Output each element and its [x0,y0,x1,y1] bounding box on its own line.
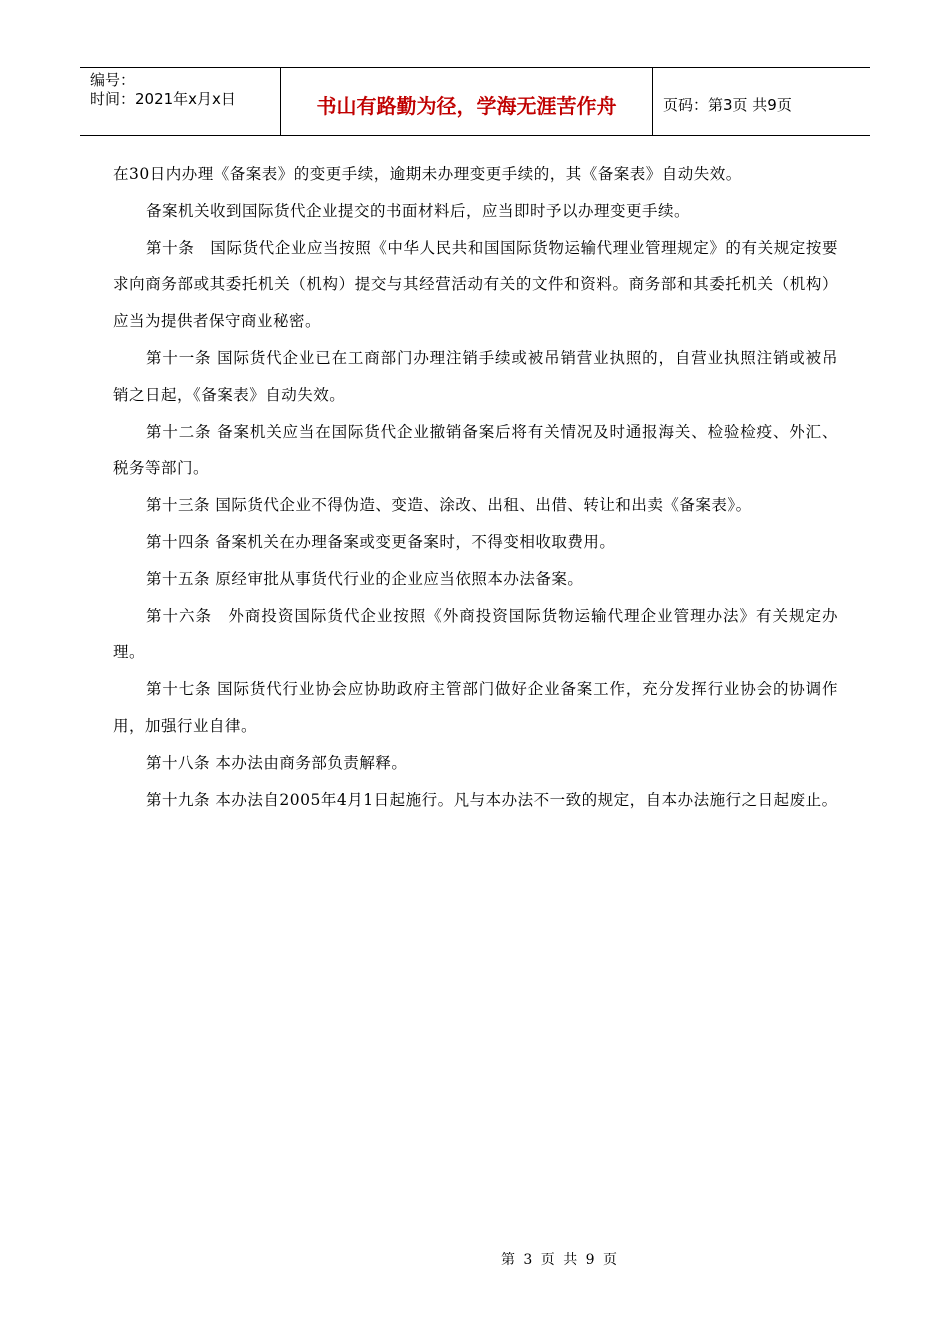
header-page-info: 页码：第3页 共9页 [663,96,792,114]
header-motto: 书山有路勤为径，学海无涯苦作舟 [281,68,653,135]
header-table [80,67,870,136]
page-footer: 第 3 页 共 9 页 [500,1252,620,1268]
document-body [113,156,838,818]
article-14: 第十四条 备案机关在办理备案或变更备案时，不得变相收取费用。 [146,532,616,551]
header-meta [80,68,281,135]
article-19: 第十九条 本办法自2005年4月1日起施行。凡与本办法不一致的规定，自本办法施行之日起废止。 [146,790,838,809]
paragraph: 备案机关收到国际货代企业提交的书面材料后，应当即时予以办理变更手续。 [146,201,691,220]
article-10: 第十条 国际货代企业应当按照《中华人民共和国国际货物运输代理业管理规定》的有关规定按要求向商务部或其委托机关（机构）提交与其经营活动有关的文件和资料。商务部和其委托机关（机构）应当为提供者保守商业秘密。 [113,238,838,331]
article-17: 第十七条 国际货代行业协会应协助政府主管部门做好企业备案工作，充分发挥行业协会的协调作用，加强行业自律。 [113,680,838,735]
article-18: 第十八条 本办法由商务部负责解释。 [146,753,408,772]
article-11: 第十一条 国际货代企业已在工商部门办理注销手续或被吊销营业执照的，自营业执照注销或被吊销之日起，《备案表》自动失效。 [113,348,838,404]
article-12: 第十二条 备案机关应当在国际货代企业撤销备案后将有关情况及时通报海关、检验检疫、外汇、税务等部门。 [113,422,838,478]
article-15: 第十五条 原经审批从事货代行业的企业应当依照本办法备案。 [146,569,584,588]
document-date-label: 时间：2021年x月x日 [90,90,236,108]
article-13: 第十三条 国际货代企业不得伪造、变造、涂改、出租、出借、转让和出卖《备案表》。 [146,496,752,515]
article-16: 第十六条 外商投资国际货代企业按照《外商投资国际货物运输代理企业管理办法》有关规定办理。 [113,606,838,662]
document-number-label: 编号： [90,71,136,89]
paragraph: 在30日内办理《备案表》的变更手续，逾期未办理变更手续的，其《备案表》自动失效。 [113,165,742,183]
